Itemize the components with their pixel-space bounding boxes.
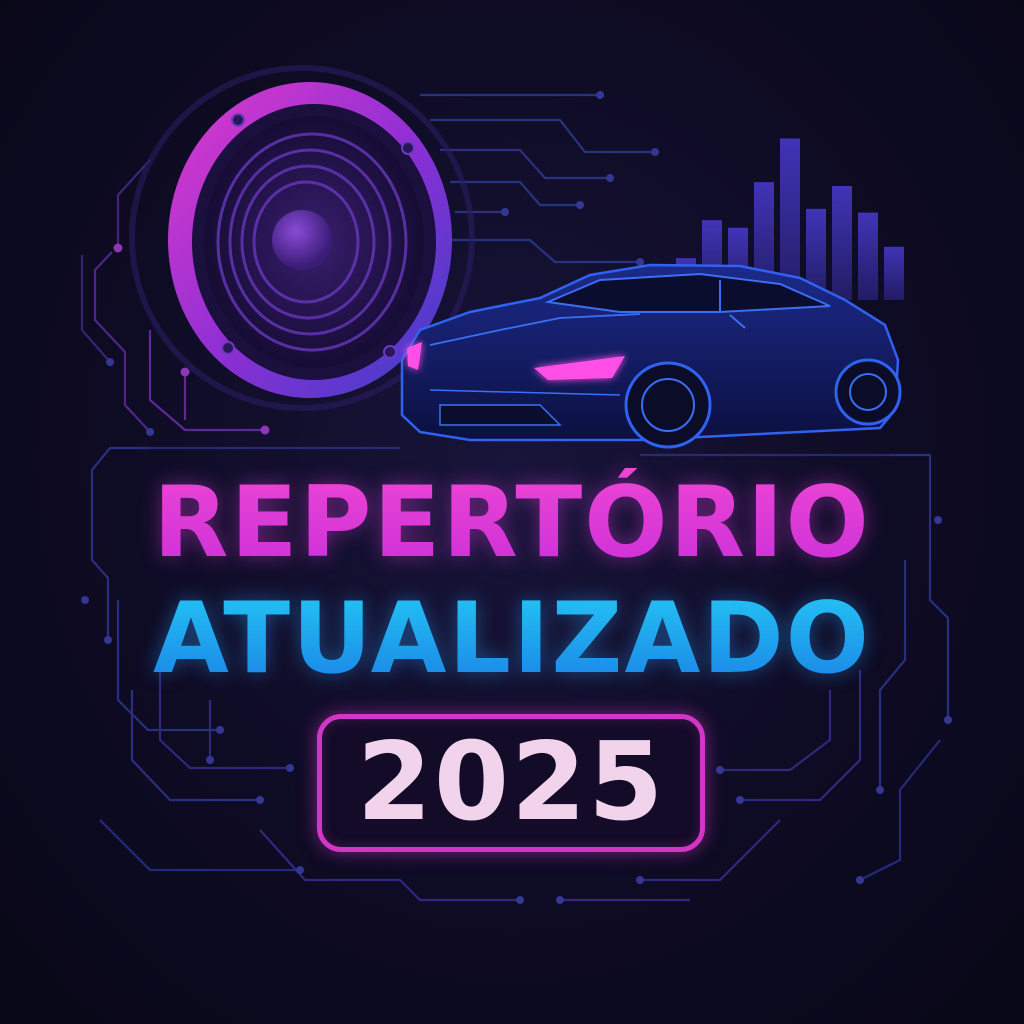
year-text: 2025 [356, 720, 666, 845]
equalizer-bar [858, 213, 878, 300]
title-line-2: ATUALIZADO [0, 584, 1024, 694]
equalizer-bar [832, 186, 852, 300]
year-badge [317, 714, 705, 852]
car-icon [402, 265, 900, 447]
equalizer-bar [884, 247, 904, 300]
title-line-1: REPERTÓRIO [0, 468, 1024, 578]
